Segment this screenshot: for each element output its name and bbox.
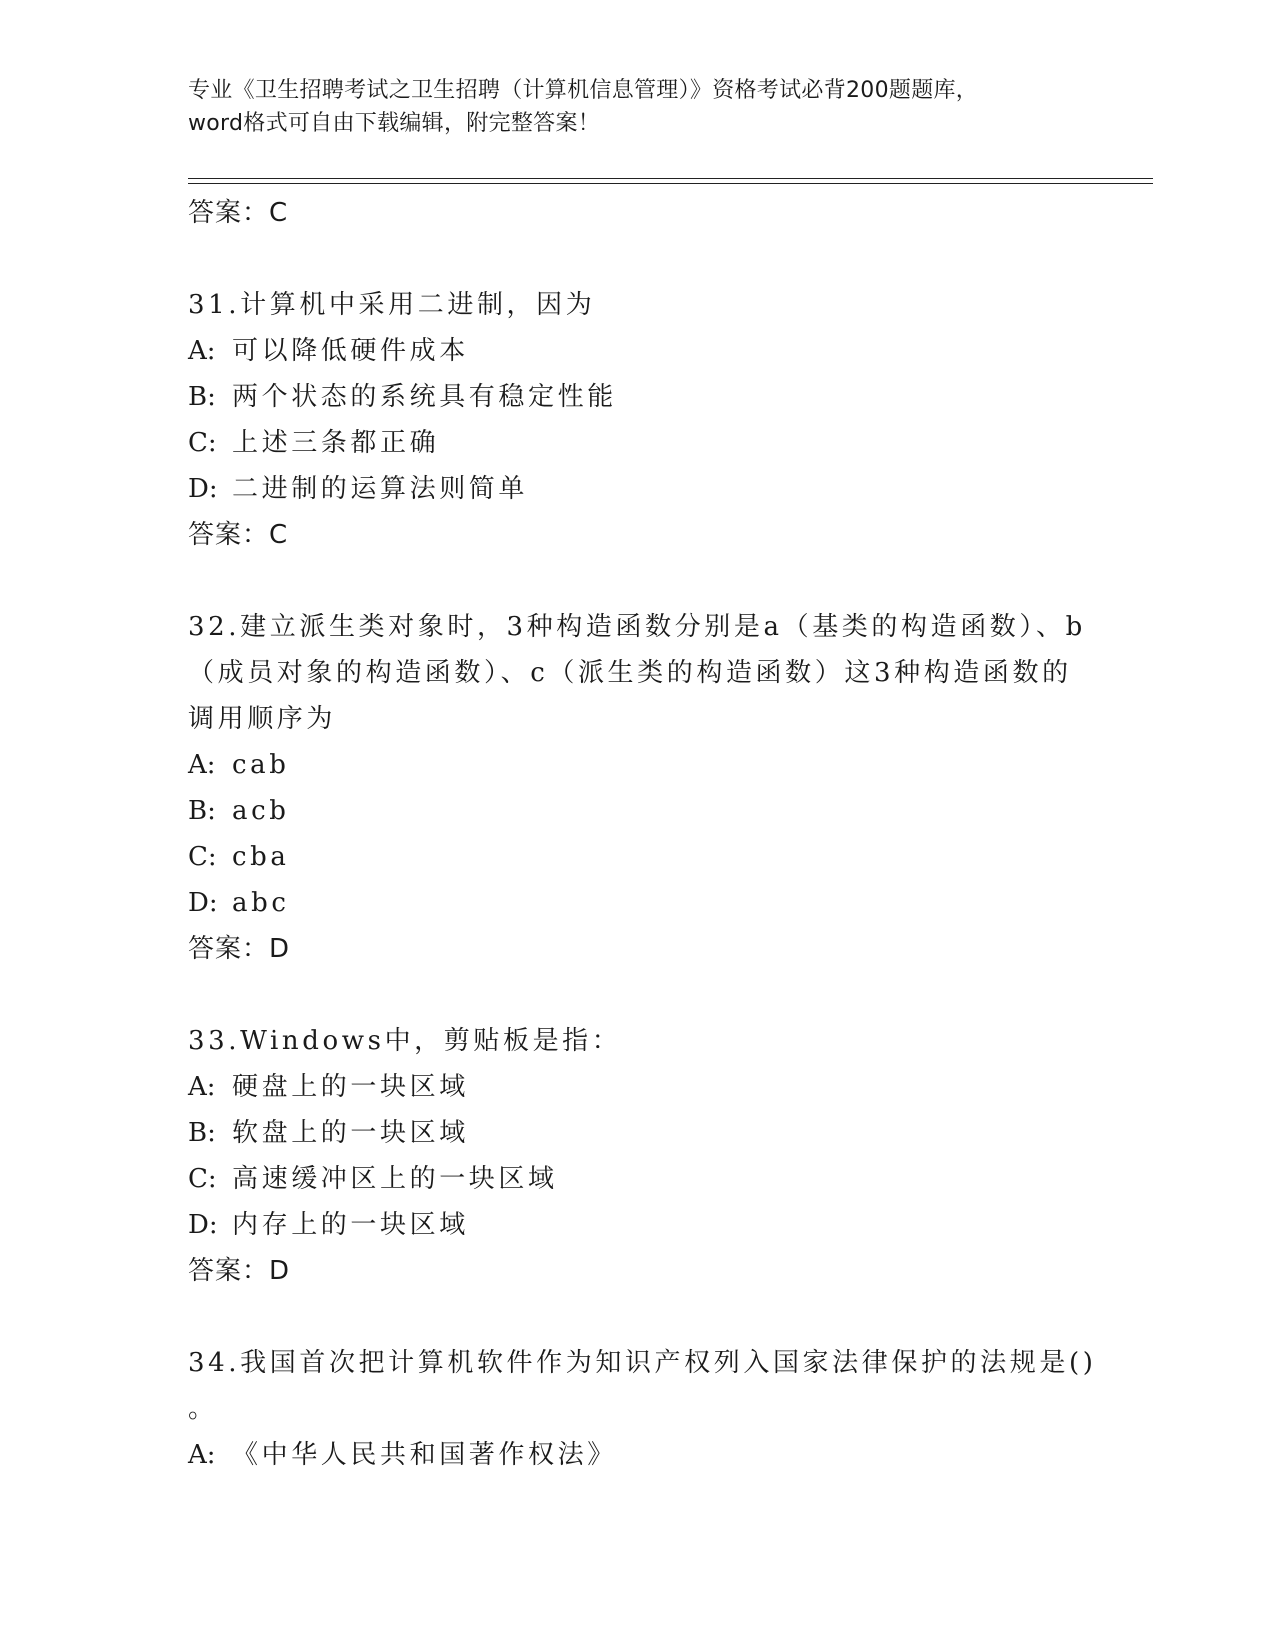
option-key: C: xyxy=(188,428,217,458)
option-key: C: xyxy=(188,842,217,872)
option-key: B: xyxy=(188,796,216,826)
option-b xyxy=(188,788,1068,834)
option-key: A: xyxy=(188,750,216,780)
option-key: B: xyxy=(188,382,216,412)
option-a xyxy=(188,328,1068,374)
question-text: 34.我国首次把计算机软件作为知识产权列入国家法律保护的法规是() xyxy=(188,1348,1097,1378)
question-text: 。 xyxy=(188,1394,218,1424)
question-text: 31.计算机中采用二进制，因为 xyxy=(188,290,596,320)
option-d xyxy=(188,1202,1068,1248)
header-line-2: word格式可自由下载编辑，附完整答案！ xyxy=(188,111,601,136)
question-31 xyxy=(188,282,1068,558)
option-text: 内存上的一块区域 xyxy=(232,1210,469,1240)
option-key: A: xyxy=(188,1072,216,1102)
option-key: D: xyxy=(188,888,218,918)
spacer xyxy=(188,236,1068,282)
spacer xyxy=(188,1294,1068,1340)
option-text: 两个状态的系统具有稳定性能 xyxy=(232,382,617,412)
answer-line: 答案：C xyxy=(188,198,289,228)
option-key: A: xyxy=(188,336,216,366)
option-text: 可以降低硬件成本 xyxy=(232,336,469,366)
option-a xyxy=(188,1064,1068,1110)
option-text: 上述三条都正确 xyxy=(232,428,440,458)
spacer xyxy=(188,558,1068,604)
spacer xyxy=(188,972,1068,1018)
option-key: C: xyxy=(188,1164,217,1194)
option-key: D: xyxy=(188,1210,218,1240)
option-text: 二进制的运算法则简单 xyxy=(232,474,529,504)
answer-line: 答案：D xyxy=(188,934,291,964)
question-text: （成员对象的构造函数）、c（派生类的构造函数）这3种构造函数的 xyxy=(188,658,1072,688)
option-d xyxy=(188,880,1068,926)
option-c xyxy=(188,834,1068,880)
option-d xyxy=(188,466,1068,512)
document-header xyxy=(188,74,1068,140)
question-list xyxy=(188,190,1097,1478)
answer-line: 答案：D xyxy=(188,1256,291,1286)
question-text: 33.Windows中，剪贴板是指： xyxy=(188,1026,622,1056)
question-32 xyxy=(188,604,1086,972)
option-c xyxy=(188,1156,1068,1202)
option-text: 高速缓冲区上的一块区域 xyxy=(232,1164,558,1194)
header-line-1: 专业《卫生招聘考试之卫生招聘（计算机信息管理）》资格考试必背200题题库， xyxy=(188,78,979,103)
option-text: 《中华人民共和国著作权法》 xyxy=(232,1440,617,1470)
option-c xyxy=(188,420,1068,466)
option-text: abc xyxy=(232,888,290,918)
option-key: D: xyxy=(188,474,218,504)
header-rule-bottom xyxy=(188,183,1153,184)
header-rule-top xyxy=(188,178,1153,179)
option-b xyxy=(188,1110,1068,1156)
option-text: cba xyxy=(232,842,290,872)
option-a xyxy=(188,742,1068,788)
option-key: A: xyxy=(188,1440,216,1470)
option-text: 软盘上的一块区域 xyxy=(232,1118,469,1148)
option-text: 硬盘上的一块区域 xyxy=(232,1072,469,1102)
option-a xyxy=(188,1432,1068,1478)
question-33 xyxy=(188,1018,1068,1294)
option-b xyxy=(188,374,1068,420)
answer-line: 答案：C xyxy=(188,520,289,550)
question-text: 调用顺序为 xyxy=(188,704,337,734)
option-key: B: xyxy=(188,1118,216,1148)
question-34 xyxy=(188,1340,1097,1478)
option-text: cab xyxy=(232,750,290,780)
option-text: acb xyxy=(232,796,290,826)
question-text: 32.建立派生类对象时，3种构造函数分别是a（基类的构造函数）、b xyxy=(188,612,1086,642)
